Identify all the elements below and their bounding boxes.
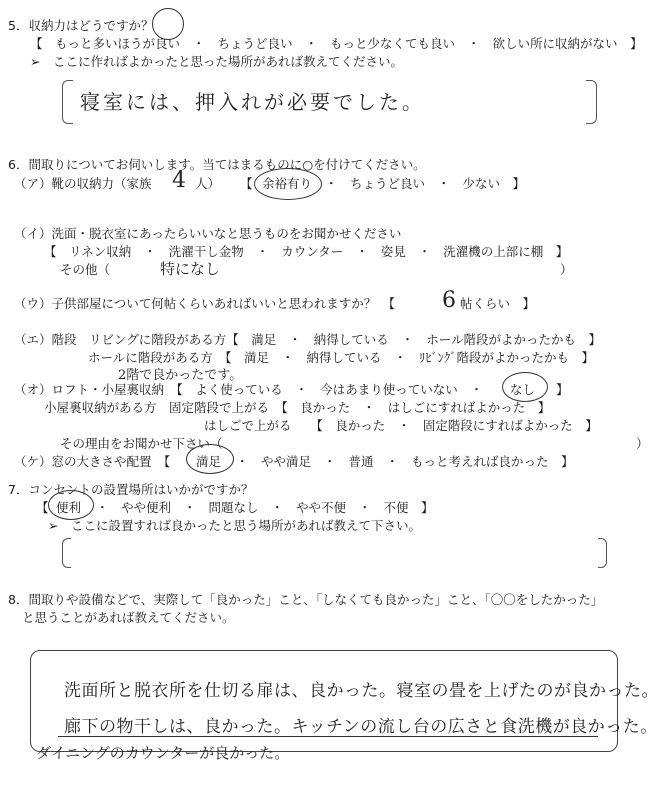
q6i-other-label: その他（ bbox=[60, 262, 111, 277]
q6e-note: 2階で良かったです。 bbox=[118, 368, 243, 383]
q6u-value: 6 bbox=[442, 288, 456, 313]
q6ke-opt1: 満足 bbox=[196, 454, 222, 469]
q6e-line2: ホールに階段がある方 【 満足 ・ 納得している ・ ﾘﾋﾞﾝｸﾞ階段がよかったかも 】 bbox=[88, 350, 595, 365]
q6i-options: 【 リネン収納 ・ 洗濯干し金物 ・ カウンター ・ 姿見 ・ 洗濯機の上部に棚 】 bbox=[44, 244, 569, 259]
answer-box-left bbox=[62, 538, 71, 568]
q6i-label: （イ）洗面・脱衣室にあったらいいなと思うものをお聞かせください bbox=[14, 226, 402, 241]
q6o-line1: （オ）ロフト・小屋裏収納 【 よく使っている ・ 今はあまり使っていない ・ bbox=[14, 382, 483, 397]
mark-circle bbox=[186, 444, 234, 474]
mark-circle bbox=[502, 372, 548, 402]
q6o-reason: その理由をお聞かせ下さい（ bbox=[60, 436, 223, 451]
q8-line2: と思うことがあれば教えてください。 bbox=[22, 610, 235, 625]
answer-box-right bbox=[586, 80, 597, 124]
q7-title: 7．コンセントの設置場所はいかがですか？ bbox=[8, 482, 254, 497]
q6a-unit: 人） bbox=[195, 176, 221, 191]
q6i-other-value: 特になし bbox=[160, 260, 221, 278]
answer-box-right bbox=[598, 538, 607, 568]
underline bbox=[58, 736, 598, 737]
q6u-unit: 帖くらい 】 bbox=[460, 296, 536, 311]
q6o-close: 】 bbox=[556, 382, 569, 397]
q6ke-rest: ・ やや満足 ・ 普通 ・ もっと考えれば良かった 】 bbox=[236, 454, 574, 469]
q8-handwritten-1: 洗面所と脱衣所を仕切る扉は、良かった。寝室の畳を上げたのが良かった。 bbox=[64, 681, 659, 701]
q8-handwritten-2: 廊下の物干しは、良かった。キッチンの流し台の広さと食洗機が良かった。 bbox=[64, 717, 658, 737]
q6e-line1: （エ）階段 リビングに階段がある方【 満足 ・ 納得している ・ ホール階段がよかったかも 】 bbox=[14, 332, 602, 347]
q6u-label: （ウ）子供部屋について何帖くらいあればいいと思われますか？ 【 bbox=[14, 296, 396, 311]
q5-sub: ➢ ここに作ればよかったと思った場所があれば教えてください。 bbox=[30, 54, 403, 69]
q6a-opt1: 余裕有り bbox=[262, 176, 313, 191]
q6o-opt-none: なし bbox=[510, 382, 536, 397]
q6o-line2: 小屋裏収納がある方 固定階段で上がる 【 良かった ・ はしごにすればよかった 】 bbox=[44, 400, 551, 415]
q5-handwritten-answer: 寝室には、押入れが必要でした。 bbox=[80, 90, 425, 114]
q6a-family-count: 4 bbox=[172, 168, 186, 193]
mark-circle bbox=[48, 490, 94, 520]
q7-rest: ・ やや便利 ・ 問題なし ・ やや不便 ・ 不便 】 bbox=[96, 500, 434, 515]
mark-circle bbox=[152, 8, 184, 40]
q8-line1: 8．間取りや設備などで、実際して「良かった」こと、「しなくても良かった」こと、「〇〇をしたかった」 bbox=[8, 592, 604, 607]
q7-open: 【 bbox=[36, 500, 49, 515]
q5-options: 【 もっと多いほうが良い ・ ちょうど良い ・ もっと少なくても良い ・ 欲しい所に収納がない 】 bbox=[30, 36, 643, 51]
q6-title: 6．間取りについてお伺いします。当てはまるものに○を付けてください。 bbox=[8, 157, 426, 172]
q6o-reason-close: ） bbox=[636, 436, 649, 451]
q6a-label: （ア）靴の収納力（家族 bbox=[14, 176, 152, 191]
q5-title: 5．収納力はどうですか？ bbox=[8, 18, 154, 33]
q6ke-label: （ケ）窓の大きさや配置 【 bbox=[14, 454, 171, 469]
q8-handwritten-3: ダイニングのカウンターが良かった。 bbox=[36, 744, 290, 762]
mark-circle bbox=[254, 168, 322, 200]
q7-sub: ➢ ここに設置すれば良かったと思う場所があれば教えて下さい。 bbox=[48, 518, 421, 533]
q7-opt1: 便利 bbox=[56, 500, 82, 515]
q6i-other-close: ） bbox=[560, 262, 573, 277]
q6a-options-rest: ・ ちょうど良い ・ 少ない 】 bbox=[325, 176, 526, 191]
q6a-open: 【 bbox=[240, 176, 253, 191]
q6o-line3: はしごで上がる 【 良かった ・ 固定階段にすればよかった 】 bbox=[204, 418, 598, 433]
answer-box-left bbox=[62, 80, 73, 124]
